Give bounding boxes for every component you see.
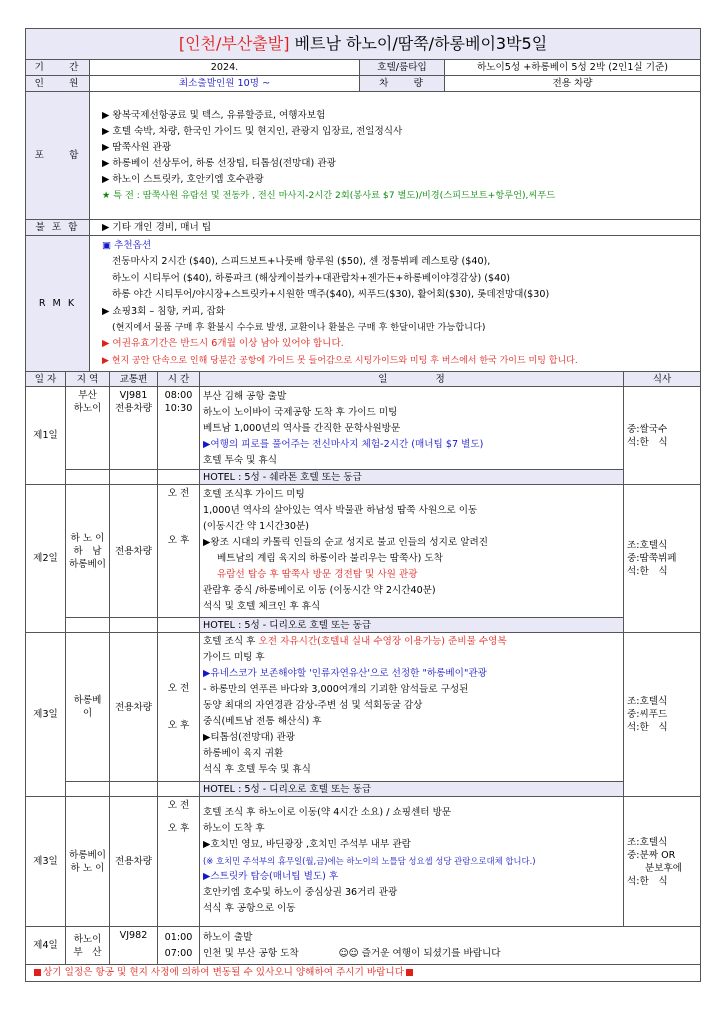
- itinerary-line: (※ 호치민 주석부의 휴무일(월,금)에는 하노이의 노틀담 성요셉 성당 관람으로대체 합니다.): [203, 856, 536, 867]
- schedule-header: [26, 372, 701, 387]
- itinerary-line: 베트남의 계림 육지의 하롱이라 불리우는 땀쭉사) 도착: [217, 553, 443, 565]
- itinerary-line: ▶왕조 시대의 카톨릭 인들의 순교 성지로 불교 인들의 성지로 알려진: [203, 537, 489, 549]
- itinerary-line: [203, 634, 620, 650]
- itinerary-text: 호텔 조식 후: [203, 636, 259, 648]
- day-hotel: HOTEL : 5성 - 디리오로 호텔 또는 동급: [200, 782, 624, 797]
- hotel-spacer: [158, 618, 200, 633]
- page-title: [26, 29, 701, 60]
- includes-item: ▶ 땀쭉사원 관광: [102, 141, 172, 153]
- day-row: [26, 387, 701, 470]
- square-bullet-icon: [34, 969, 41, 976]
- day-itinerary: [200, 633, 624, 782]
- hotel-spacer: [158, 782, 200, 797]
- car-label: 차 량: [360, 76, 445, 92]
- day-itinerary: [200, 387, 624, 470]
- transport-text: VJ981: [119, 390, 148, 402]
- meal-text: 중:분짜 OR: [627, 849, 676, 861]
- meal-text: 분보후에: [645, 862, 683, 874]
- day-row: [26, 485, 701, 618]
- rmk-content: [90, 236, 701, 372]
- region-text: 하롱베이: [69, 558, 107, 570]
- includes-list: [90, 92, 701, 220]
- day-row: [26, 927, 701, 965]
- itinerary-line: 하노이 노이바이 국제공항 도착 후 가이드 미팅: [203, 407, 398, 419]
- meal-text: 중:씨푸드: [627, 709, 668, 721]
- day-label: 제1일: [26, 387, 66, 485]
- includes-item: ▶ 왕복국제선항공료 및 텍스, 유류할증료, 여행자보험: [102, 109, 326, 121]
- itinerary-sheet: [25, 28, 700, 982]
- recommend-line: 하롱 야간 시티투어/야시장+스트릿카+시원한 맥주($40), 씨푸드($30), 활어회($30), 롯데전망대($30): [112, 289, 550, 301]
- recommend-line: 하노이 시티투어 ($40), 하롱파크 (해상케이블카+대관람차+젠가든+하롱베이야경감상) ($40): [112, 272, 511, 284]
- meal-text: 조:호텔식: [627, 696, 668, 708]
- includes-special: ★ 특 전 : 땀쭉사원 유람선 및 전동카 , 전신 마사지-2시간 2회(봉사료 $7 별도)/비경(스피드보트+항루언),씨푸드: [102, 189, 556, 201]
- itinerary-line: ▶호치민 영묘, 바딘광장 ,호치민 주석부 내부 관람: [203, 839, 411, 851]
- header-day: 일 자: [26, 372, 66, 387]
- recommend-title: ▣ 추천옵션: [102, 240, 152, 251]
- hotel-spacer: [66, 782, 110, 797]
- meal-text: 중:쌀국수: [627, 423, 668, 435]
- itinerary-line: ▶여행의 피로를 풀어주는 전신마사지 체험-2시간 (매너팁 $7 별도): [203, 439, 484, 451]
- meal-text: 석:한 식: [627, 875, 668, 887]
- day-times: [158, 485, 200, 618]
- day-transport: 전용차량: [110, 633, 158, 782]
- time-text: 10:30: [164, 403, 193, 415]
- itinerary-line: 하노이 도착 후: [203, 823, 265, 835]
- day-itinerary: [200, 797, 624, 927]
- day-transport: 전용차량: [110, 485, 158, 618]
- passport-notice: ▶ 여권유효기간은 반드시 6개월 이상 남아 있어야 합니다.: [102, 338, 344, 350]
- day-meals: [624, 387, 701, 485]
- meal-text: 석:한 식: [627, 566, 668, 578]
- day-transport: VJ982: [110, 927, 158, 965]
- day-region: [66, 485, 110, 618]
- meal-text: 석:한 식: [627, 722, 668, 734]
- day-hotel: HOTEL : 5성 - 쉐라톤 호텔 또는 동급: [200, 470, 624, 485]
- includes-label: 포 함: [26, 92, 90, 220]
- schedule-table: [25, 371, 701, 982]
- itinerary-line: 중식(베트남 전통 해산식) 후: [203, 716, 322, 728]
- meal-text: 조:호텔식: [627, 836, 668, 848]
- itinerary-line: 관람후 중식 /하롱베이로 이동 (이동시간 약 2시간40분): [203, 585, 436, 597]
- meal-text: 중:땀쭉뷔페: [627, 553, 677, 565]
- shopping-note: (현지에서 물품 구매 후 환불시 수수료 발생, 교환이나 환불은 구매 후 한달이내만 가능합니다): [112, 322, 486, 334]
- header-time: 시 간: [158, 372, 200, 387]
- header-transport: 교통편: [110, 372, 158, 387]
- time-text: 01:00: [164, 932, 193, 944]
- hotel-spacer: [110, 470, 158, 485]
- hotel-spacer: [110, 782, 158, 797]
- period-value: 2024.: [90, 60, 360, 76]
- day-times: [158, 927, 200, 965]
- itinerary-line: 호안키엠 호수및 하노이 중심상권 36거리 관광: [203, 887, 398, 899]
- meal-text: 석:한 식: [627, 436, 668, 448]
- footer-text: 상기 일정은 항공 및 현지 사정에 의하여 변동될 수 있사오니 양해하여 주시기 바랍니다: [43, 967, 404, 979]
- rmk-label: R M K: [26, 236, 90, 372]
- itinerary-line: ▶스트릿카 탑승(매너팁 별도) 후: [203, 871, 339, 883]
- day-meals: [624, 797, 701, 927]
- day-region: [66, 927, 110, 965]
- top-table: [25, 28, 701, 372]
- day-times: [158, 387, 200, 470]
- region-text: 하 노 이: [70, 862, 105, 874]
- region-text: 하노이: [73, 403, 102, 415]
- car-value: 전용 차량: [445, 76, 701, 92]
- day-itinerary: [200, 927, 701, 965]
- airport-notice: ▶ 현지 공안 단속으로 인해 당분간 공항에 가이드 못 들어감으로 시팅가이드와 미팅 후 버스에서 한국 가이드 미팅 합니다.: [102, 355, 578, 366]
- time-text: 08:00: [164, 390, 193, 402]
- hotel-type-label: 호텔/룸타입: [360, 60, 445, 76]
- day-itinerary: [200, 485, 624, 618]
- itinerary-line: 호텔 조식 후 하노이로 이동(약 4시간 소요) / 쇼핑센터 방문: [203, 807, 452, 819]
- itinerary-line: 석식 및 호텔 체크인 후 휴식: [203, 601, 321, 613]
- itinerary-line: 석식 후 호텔 투숙 및 휴식: [203, 764, 311, 776]
- meal-text: 조:호텔식: [627, 540, 668, 552]
- itinerary-text: 인천 및 부산 공항 도착: [203, 947, 299, 959]
- day-region: 하롱베이: [66, 633, 110, 782]
- itinerary-line: 동양 최대의 자연경관 감상-주변 섬 및 석회동굴 감상: [203, 700, 423, 712]
- region-text: 부 산: [73, 946, 102, 958]
- header-region: 지 역: [66, 372, 110, 387]
- recommend-line: 전동마사지 2시간 ($40), 스피드보트+나룻배 항루원 ($50), 센 정통뷔페 레스토랑 ($40),: [112, 256, 491, 268]
- itinerary-line: 베트남 1,000년의 역사를 간직한 문학사원방문: [203, 423, 401, 435]
- itinerary-line: 유람선 탑승 후 땀쭉사 방문 경전탑 및 사원 관광: [217, 569, 418, 581]
- itinerary-line: 가이드 미팅 후: [203, 652, 265, 664]
- hotel-spacer: [66, 470, 110, 485]
- excludes-item: ▶ 기타 개인 경비, 매너 팁: [90, 220, 701, 236]
- day-meals: [624, 633, 701, 797]
- itinerary-line: ▶티톱섬(전망대) 관광: [203, 732, 296, 744]
- day-label: 제3일: [26, 797, 66, 927]
- time-text: 오 전: [167, 800, 190, 812]
- day-transport: [110, 387, 158, 470]
- itinerary-highlight: 오전 자유시간(호텔내 실내 수영장 이용가능) 준비물 수영복: [258, 636, 507, 648]
- time-text: 07:00: [164, 948, 193, 960]
- itinerary-line: 1,000년 역사의 살아있는 역사 박물관 하남성 땀쭉 사원으로 이동: [203, 505, 478, 517]
- square-bullet-icon: [406, 969, 413, 976]
- day-label: 제4일: [26, 927, 66, 965]
- day-meals: [624, 485, 701, 633]
- itinerary-line: 호텔 투숙 및 휴식: [203, 455, 278, 467]
- includes-item: ▶ 하롱베이 선상투어, 하롱 선장팁, 티톱섬(전망대) 관광: [102, 157, 336, 169]
- people-label: 인 원: [26, 76, 90, 92]
- period-label: 기 간: [26, 60, 90, 76]
- hotel-spacer: [110, 618, 158, 633]
- shopping-line: ▶ 쇼핑3회 – 침향, 커피, 잡화: [102, 305, 226, 317]
- transport-text: 전용차량: [114, 403, 153, 415]
- itinerary-line: 석식 후 공항으로 이동: [203, 903, 296, 915]
- header-itinerary: 일 정: [200, 372, 624, 387]
- region-text: 하 노 이: [70, 532, 105, 544]
- people-value: 최소출발인원 10명 ~: [90, 76, 360, 92]
- time-text: 오 후: [167, 823, 190, 835]
- title-prefix: [인천/부산출발]: [178, 34, 290, 53]
- region-text: 하 남: [73, 545, 102, 557]
- day-label: 제2일: [26, 485, 66, 633]
- itinerary-line: (이동시간 약 1시간30분): [203, 521, 310, 533]
- itinerary-line: 하롱베이 육지 귀환: [203, 748, 284, 760]
- includes-item: ▶ 하노이 스트릿카, 호안키엠 호수관광: [102, 173, 264, 185]
- day-hotel: HOTEL : 5성 - 디리오로 호텔 또는 동급: [200, 618, 624, 633]
- time-text: 오 전: [167, 683, 190, 695]
- day-row: [26, 797, 701, 927]
- region-text: 하롱베이: [69, 849, 107, 861]
- title-main: 베트남 하노이/땀쭉/하롱베이3박5일: [289, 34, 548, 53]
- footer-notice: [26, 965, 701, 982]
- farewell-message: ☺☺ 즐거운 여행이 되셨기를 바랍니다: [338, 947, 501, 959]
- day-label: 제3일: [26, 633, 66, 797]
- region-text: 부산: [78, 390, 97, 402]
- itinerary-line: 부산 김해 공항 출발: [203, 391, 287, 403]
- time-text: 오 전: [167, 488, 190, 500]
- itinerary-line: ▶유네스코가 보존해야할 '인류자연유산'으로 선정한 "하롱베이"관광: [203, 668, 487, 680]
- day-region: [66, 387, 110, 470]
- itinerary-line: 호텔 조식후 가이드 미팅: [203, 489, 305, 501]
- header-meal: 식사: [624, 372, 701, 387]
- day-times: [158, 797, 200, 927]
- hotel-spacer: [66, 618, 110, 633]
- hotel-spacer: [158, 470, 200, 485]
- day-times: [158, 633, 200, 782]
- includes-item: ▶ 호텔 숙박, 차량, 한국인 가이드 및 현지인, 관광지 입장료, 전일정식사: [102, 125, 403, 137]
- itinerary-line: - 하롱만의 연푸른 바다와 3,000여개의 기괴한 암석들로 구성된: [203, 684, 469, 696]
- itinerary-line: 하노이 출발: [203, 931, 253, 943]
- time-text: 오 후: [167, 720, 190, 732]
- hotel-type-value: 하노이5성 +하롱베이 5성 2박 (2인1실 기준): [445, 60, 701, 76]
- excludes-label: 불 포 함: [26, 220, 90, 236]
- time-text: 오 후: [167, 535, 190, 547]
- day-transport: 전용차량: [110, 797, 158, 927]
- day-row: [26, 633, 701, 782]
- itinerary-line: [203, 946, 697, 962]
- day-region: [66, 797, 110, 927]
- region-text: 하노이: [73, 933, 102, 945]
